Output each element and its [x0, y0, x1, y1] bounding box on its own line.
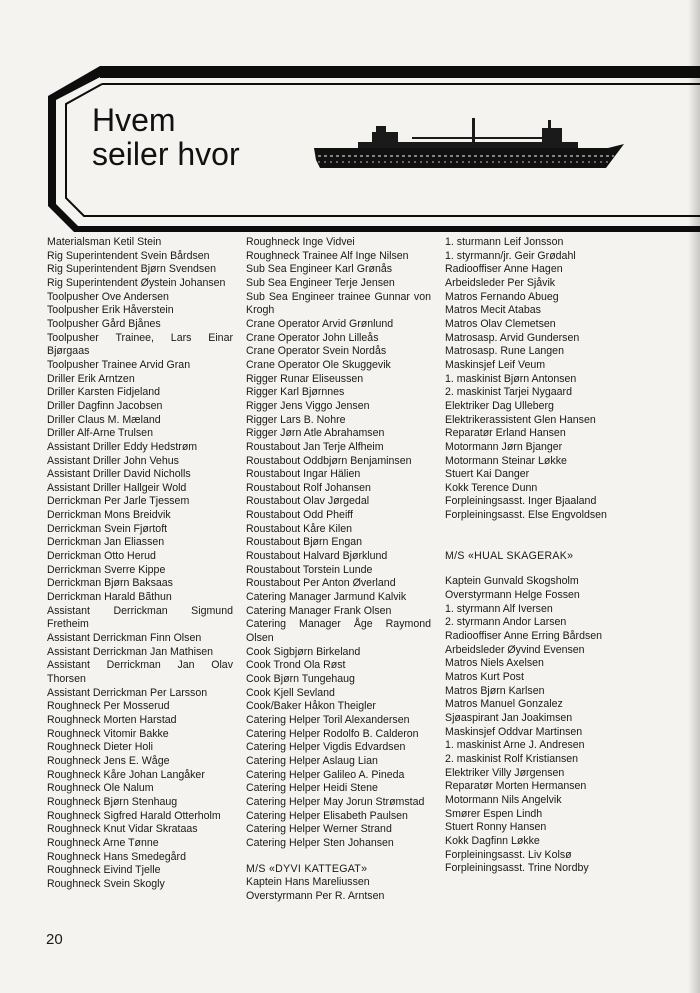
crew-entry: Catering Helper Aslaug Lian: [246, 754, 378, 767]
crew-entry: Rigger Lars B. Nohre: [246, 413, 346, 426]
crew-entry: Rig Superintendent Øystein Johansen: [47, 276, 226, 289]
crew-entry: Rig Superintendent Bjørn Svendsen: [47, 263, 217, 276]
crew-entry: Catering Helper Elisabeth Paulsen: [246, 809, 408, 822]
crew-entry: Roughneck Jens E. Wåge: [47, 754, 170, 767]
crew-entry: Maskinsjef Leif Veum: [445, 358, 546, 371]
crew-entry: Rigger Karl Bjørnnes: [246, 386, 345, 399]
crew-entry: Matros Mecit Atabas: [445, 304, 541, 317]
crew-entry: Kokk Terence Dunn: [445, 481, 538, 494]
crew-entry: Roustabout Jan Terje Alfheim: [246, 440, 384, 453]
crew-entry: 2. maskinist Rolf Kristiansen: [445, 752, 579, 765]
crew-entry: Roustabout Bjørn Engan: [246, 536, 363, 549]
crew-entry: Matrosasp. Arvid Gundersen: [445, 331, 580, 344]
crew-entry: Assistant Driller John Vehus: [47, 454, 179, 467]
crew-entry: 1. styrmann/jr. Geir Grødahl: [445, 249, 576, 262]
crew-entry: Catering Helper Heidi Stene: [246, 782, 378, 795]
crew-entry: Assistant Driller David Nicholls: [47, 468, 191, 481]
crew-entry: Rigger Jørn Atle Abrahamsen: [246, 427, 385, 440]
crew-entry: Catering Manager Åge Raymond Olsen: [246, 618, 431, 645]
crew-entry: Sub Sea Engineer trainee Gunnar von Krogh: [246, 290, 431, 317]
crew-entry: Materialsman Ketil Stein: [47, 236, 162, 248]
crew-entry: Matros Niels Axelsen: [445, 657, 544, 670]
crew-entry: Catering Helper May Jorun Strømstad: [246, 795, 425, 808]
crew-entry: Overstyrmann Helge Fossen: [445, 589, 580, 602]
crew-entry: Derrickman Jan Eliassen: [47, 536, 165, 549]
crew-entry: Roughneck Per Mosserud: [47, 700, 170, 713]
crew-entry: Sjøaspirant Jan Joakimsen: [445, 712, 573, 724]
crew-entry: Roustabout Rolf Johansen: [246, 481, 371, 494]
crew-entry: Derrickman Sverre Kippe: [47, 563, 166, 576]
crew-entry: Derrickman Harald Bãthun: [47, 591, 172, 604]
crew-entry: Crane Operator Svein Nordås: [246, 345, 387, 358]
crew-entry: Roughneck Knut Vidar Skrataas: [47, 823, 198, 836]
crew-entry: Kaptein Gunvald Skogsholm: [445, 575, 579, 588]
crew-entry: Roughneck Svein Skogly: [47, 877, 165, 890]
crew-entry: Maskinsjef Oddvar Martinsen: [445, 725, 583, 738]
crew-entry: Assistant Driller Hallgeir Wold: [47, 481, 187, 494]
crew-entry: Driller Claus M. Mæland: [47, 413, 161, 426]
crew-entry: Roustabout Kåre Kilen: [246, 522, 353, 535]
crew-entry: Stuert Ronny Hansen: [445, 821, 547, 834]
crew-entry: Rig Superintendent Svein Bårdsen: [47, 249, 210, 262]
crew-entry: Elektriker Dag Ulleberg: [445, 399, 554, 412]
crew-entry: Toolpusher Gård Bjånes: [47, 317, 161, 330]
crew-entry: Roughneck Hans Smedegård: [47, 850, 186, 863]
crew-list-hual-skagerak: [445, 575, 627, 875]
crew-entry: Elektrikerassistent Glen Hansen: [445, 413, 596, 426]
crew-entry: Arbeidsleder Øyvind Evensen: [445, 643, 585, 656]
crew-entry: Driller Alf-Arne Trulsen: [47, 427, 153, 440]
crew-entry: Driller Erik Arntzen: [47, 372, 135, 385]
crew-list-dyvi-kattegat: [246, 876, 431, 903]
section-heading-hual-skagerak: M/S «HUAL SKAGERAK»: [445, 549, 574, 562]
crew-entry: Reparatør Morten Hermansen: [445, 780, 587, 793]
ship-illustration: [312, 118, 626, 174]
crew-entry: Radiooffiser Anne Erring Bårdsen: [445, 630, 603, 643]
crew-entry: 1. maskinist Bjørn Antonsen: [445, 372, 577, 385]
crew-entry: Assistant Driller Eddy Hedstrøm: [47, 440, 198, 453]
crew-entry: Catering Helper Vigdis Edvardsen: [246, 741, 406, 754]
crew-column-3: [445, 236, 627, 876]
crew-list-2: [246, 236, 431, 851]
crew-entry: Roustabout Per Anton Øverland: [246, 577, 396, 590]
crew-entry: Cook/Baker Håkon Theigler: [246, 700, 376, 713]
crew-entry: Derrickman Svein Fjørtoft: [47, 522, 168, 535]
crew-entry: Matros Olav Clemetsen: [445, 317, 556, 330]
crew-entry: Matros Fernando Abueg: [445, 290, 559, 303]
crew-entry: Forpleiningsasst. Else Engvoldsen: [445, 509, 607, 522]
crew-entry: 1. sturmann Leif Jonsson: [445, 236, 564, 248]
crew-entry: Matrosasp. Rune Langen: [445, 345, 564, 358]
crew-entry: Sub Sea Engineer Karl Grønås: [246, 263, 393, 276]
crew-entry: Motormann Steinar Løkke: [445, 454, 567, 467]
crew-entry: Toolpusher Trainee Arvid Gran: [47, 358, 191, 371]
crew-entry: Cook Bjørn Tungehaug: [246, 673, 355, 685]
crew-entry: Matros Kurt Post: [445, 671, 524, 684]
crew-entry: Toolpusher Trainee, Lars Einar Bjørgaas: [47, 331, 233, 358]
crew-entry: Toolpusher Erik Håverstein: [47, 304, 174, 317]
crew-entry: Motormann Nils Angelvik: [445, 793, 562, 806]
crew-entry: Reparatør Erland Hansen: [445, 427, 566, 440]
crew-entry: Toolpusher Ove Andersen: [47, 290, 169, 303]
crew-entry: Stuert Kai Danger: [445, 468, 530, 481]
crew-list-1: [47, 236, 233, 892]
crew-column-2: [246, 236, 431, 904]
crew-entry: Cook Kjell Sevland: [246, 686, 335, 699]
crew-entry: Derrickman Per Jarle Tjessem: [47, 495, 190, 508]
crew-entry: Roughneck Morten Harstad: [47, 713, 177, 726]
crew-entry: Driller Dagfinn Jacobsen: [47, 399, 163, 412]
crew-entry: Matros Manuel Gonzalez: [445, 698, 563, 711]
crew-entry: Cook Sigbjørn Birkeland: [246, 645, 361, 658]
crew-entry: Rigger Runar Eliseussen: [246, 372, 364, 385]
crew-entry: Roustabout Oddbjørn Benjaminsen: [246, 454, 412, 467]
crew-entry: Roughneck Kåre Johan Langåker: [47, 768, 205, 781]
crew-entry: Roughneck Trainee Alf Inge Nilsen: [246, 249, 409, 262]
crew-entry: Assistant Derrickman Jan Mathisen: [47, 645, 214, 658]
crew-entry: Forpleiningsasst. Liv Kolsø: [445, 848, 572, 861]
crew-entry: Assistant Derrickman Finn Olsen: [47, 632, 202, 645]
crew-entry: Derrickman Mons Breidvik: [47, 509, 171, 522]
crew-entry: Catering Helper Rodolfo B. Calderon: [246, 727, 419, 740]
crew-entry: Catering Manager Frank Olsen: [246, 604, 392, 617]
crew-entry: Roustabout Olav Jørgedal: [246, 495, 370, 508]
crew-entry: Assistant Derrickman Per Larsson: [47, 686, 208, 699]
title-line-1: Hvem: [92, 102, 176, 138]
crew-entry: Overstyrmann Per R. Arntsen: [246, 889, 385, 902]
crew-entry: Assistant Derrickman Jan Olav Thorsen: [47, 659, 233, 685]
crew-entry: Roustabout Torstein Lunde: [246, 563, 373, 576]
crew-entry: Sub Sea Engineer Terje Jensen: [246, 276, 395, 289]
crew-entry: Driller Karsten Fidjeland: [47, 386, 161, 399]
crew-entry: 2. maskinist Tarjei Nygaard: [445, 386, 572, 399]
crew-entry: Crane Operator Arvid Grønlund: [246, 317, 394, 330]
crew-entry: 2. styrmann Andor Larsen: [445, 616, 567, 629]
crew-entry: 1. maskinist Arne J. Andresen: [445, 739, 585, 752]
page-title: [92, 103, 240, 171]
crew-entry: Kaptein Hans Mareliussen: [246, 876, 370, 889]
crew-entry: Crane Operator John Lilleås: [246, 331, 379, 344]
crew-entry: Roughneck Dieter Holi: [47, 741, 153, 754]
section-heading-dyvi-kattegat: M/S «DYVI KATTEGAT»: [246, 862, 368, 875]
crew-entry: Elektriker Villy Jørgensen: [445, 766, 565, 779]
crew-entry: Catering Helper Toril Alexandersen: [246, 713, 410, 726]
crew-entry: Motormann Jørn Bjanger: [445, 440, 563, 453]
crew-entry: Derrickman Bjørn Baksaas: [47, 577, 173, 590]
crew-list-3: [445, 236, 627, 523]
crew-entry: Roughneck Vitomir Bakke: [47, 727, 169, 740]
page-number: 20: [46, 931, 63, 948]
crew-entry: Assistant Derrickman Sigmund Fretheim: [47, 604, 233, 631]
crew-entry: Radiooffiser Anne Hagen: [445, 263, 563, 276]
crew-entry: Cook Trond Ola Røst: [246, 659, 346, 672]
crew-entry: Rigger Jens Viggo Jensen: [246, 399, 370, 412]
crew-entry: Catering Helper Werner Strand: [246, 823, 392, 836]
crew-entry: Crane Operator Ole Skuggevik: [246, 358, 391, 371]
crew-entry: Roughneck Arne Tønne: [47, 836, 159, 849]
crew-entry: Roughneck Eivind Tjelle: [47, 864, 161, 877]
crew-entry: Matros Bjørn Karlsen: [445, 684, 545, 697]
title-line-2: seiler hvor: [92, 136, 240, 172]
crew-entry: Roughneck Inge Vidvei: [246, 236, 355, 248]
crew-entry: Catering Manager Jarmund Kalvik: [246, 591, 407, 604]
crew-entry: Roughneck Ole Nalum: [47, 782, 154, 795]
crew-entry: Roustabout Ingar Hälien: [246, 468, 361, 481]
crew-entry: Forpleiningsasst. Inger Bjaaland: [445, 495, 597, 508]
crew-entry: Catering Helper Galileo A. Pineda: [246, 768, 405, 781]
crew-entry: Smører Espen Lindh: [445, 807, 543, 820]
crew-entry: Roustabout Odd Pheiff: [246, 509, 353, 522]
crew-entry: Derrickman Otto Herud: [47, 550, 156, 563]
crew-entry: Roughneck Bjørn Stenhaug: [47, 795, 178, 808]
crew-entry: 1. styrmann Alf Iversen: [445, 602, 553, 615]
crew-column-1: [47, 236, 233, 892]
crew-entry: Kokk Dagfinn Løkke: [445, 834, 540, 847]
crew-entry: Arbeidsleder Per Sjåvik: [445, 276, 556, 289]
crew-entry: Catering Helper Sten Johansen: [246, 836, 394, 849]
crew-entry: Roughneck Sigfred Harald Otterholm: [47, 809, 221, 822]
crew-entry: Forpleiningsasst. Trine Nordby: [445, 862, 589, 875]
crew-entry: Roustabout Halvard Bjørklund: [246, 550, 388, 563]
